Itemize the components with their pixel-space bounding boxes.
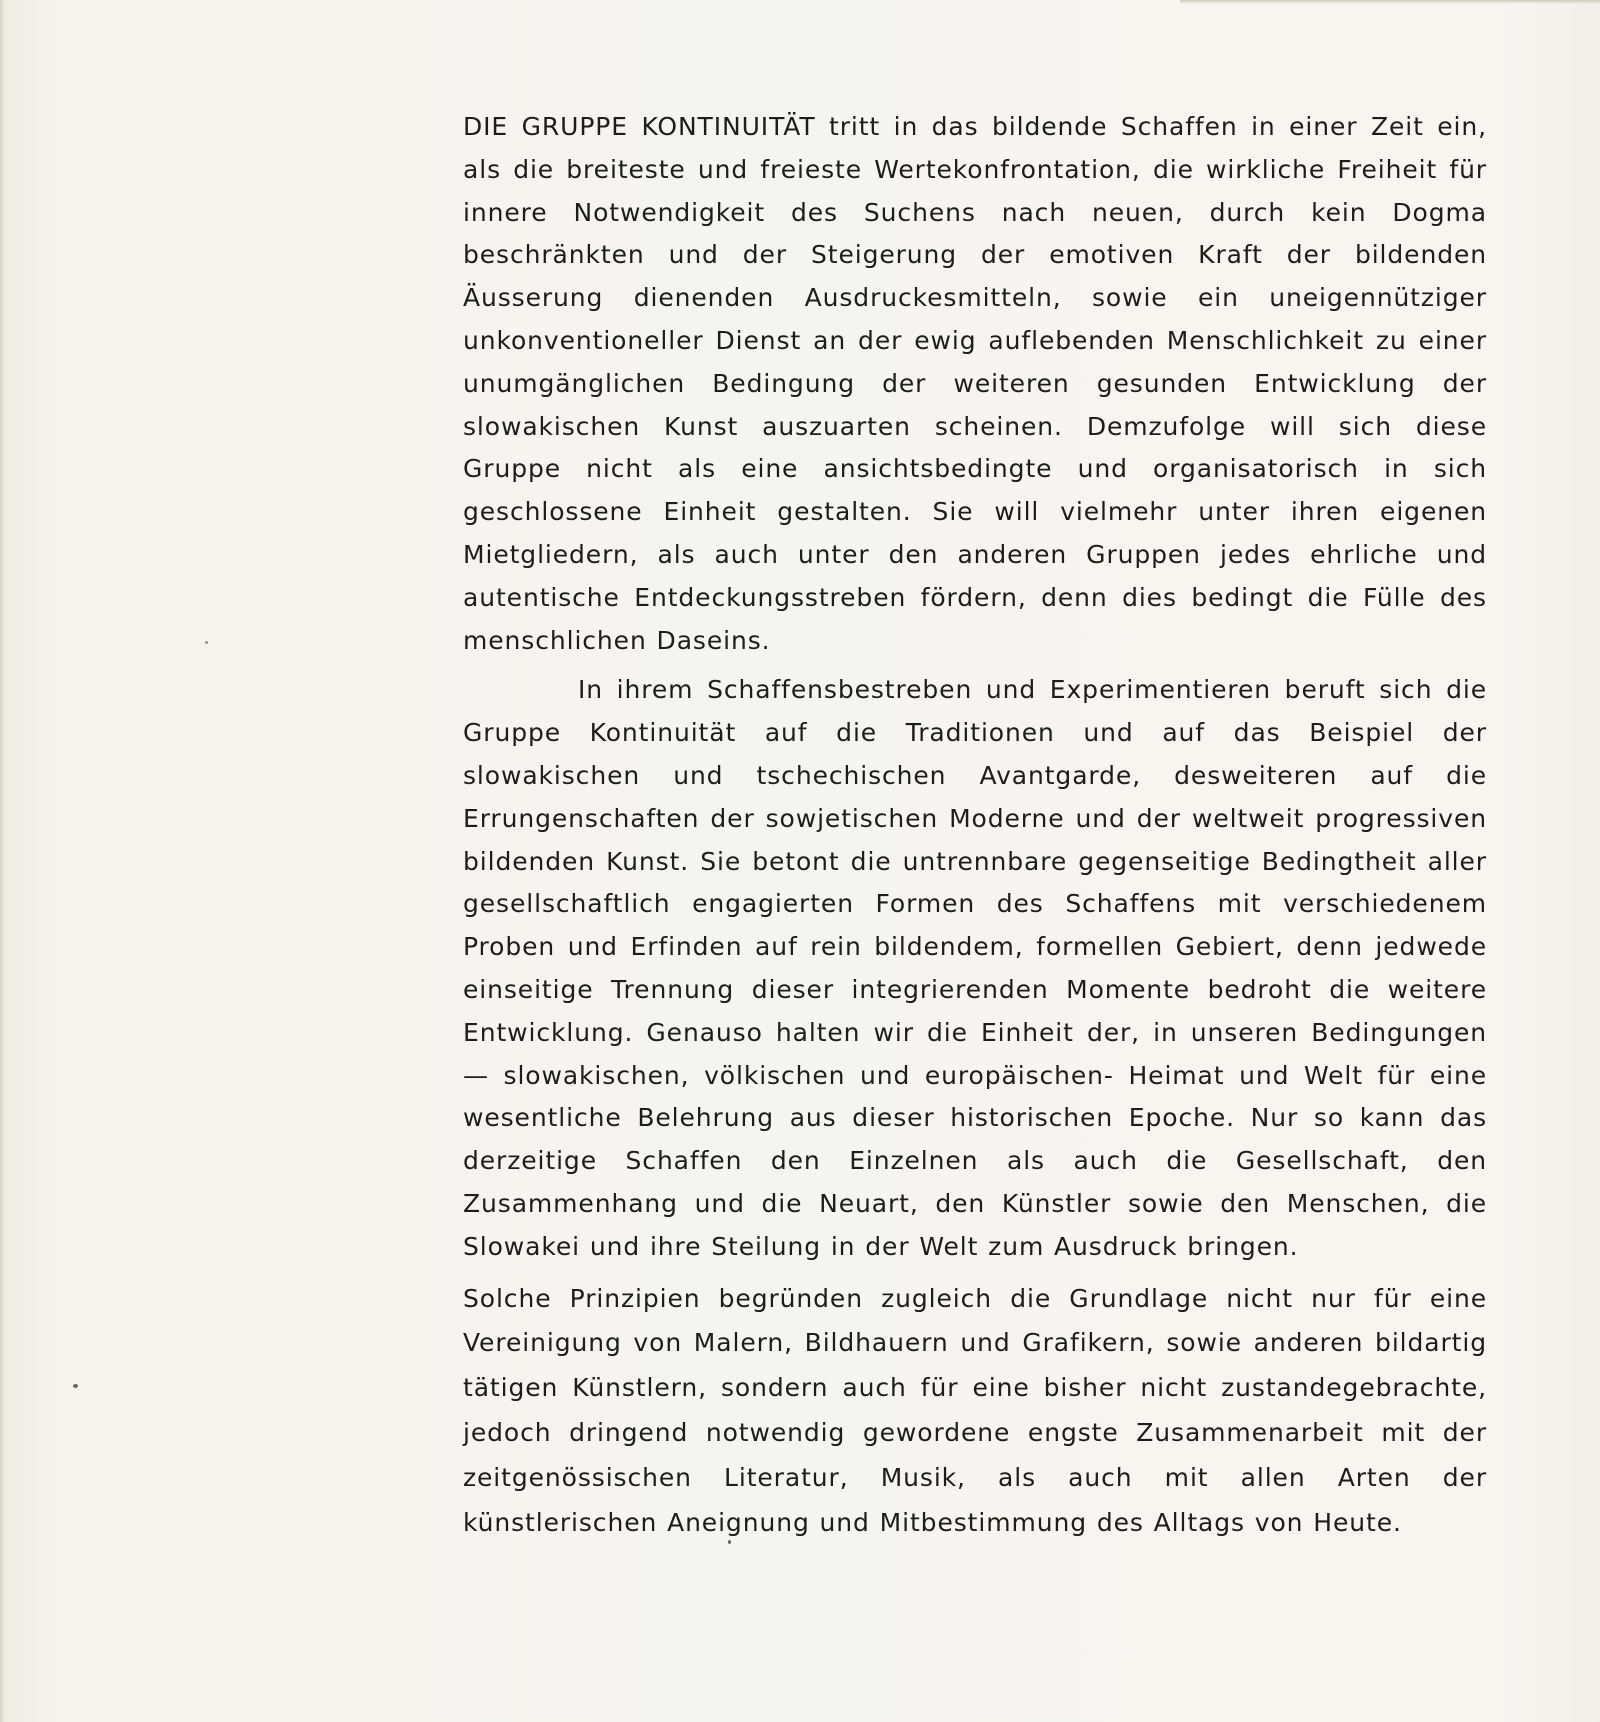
page-left-edge-shadow <box>0 0 5 1722</box>
paper-speck <box>728 1540 731 1544</box>
paragraph-traditions: In ihrem Schaffensbestreben und Experimentieren beruft sich die Gruppe Kontinuität auf die Traditionen und auf das Beispiel der slowakischen und tschechischen Avantgarde, desweiteren auf die Errungenschaften der sowjetischen Moderne und der weltweit progressiven bildenden Kunst. Sie betont die untrennbare gegenseitige Bedingtheit aller gesellschaftlich engagierten Formen des Schaffens mit verschiedenem Proben und Erfinden auf rein bildendem, formellen Gebiert, denn jedwede einseitige Trennung dieser integrierenden Momente bedroht die weitere Entwicklung. Genauso halten wir die Einheit der, in unseren Bedingungen — slowakischen, völkischen und europäischen- Heimat und Welt für eine wesentliche Belehrung aus dieser historischen Epoche. Nur so kann das derzeitige Schaffen den Einzelnen als auch die Gesellschaft, den Zusammenhang und die Neuart, den Künstler sowie den Menschen, die Slowakei und ihre Steilung in der Welt zum Ausdruck bringen. <box>463 675 1487 1261</box>
paper-speck <box>205 641 208 644</box>
page-top-edge-shadow <box>1180 0 1600 4</box>
paragraph-intro: DIE GRUPPE KONTINUITÄT tritt in das bildende Schaffen in einer Zeit ein, als die breiteste und freieste Wertekonfrontation, die wirkliche Freiheit für innere Notwendigkeit des Suchens nach neuen, durch kein Dogma beschränkten und der Steigerung der emotiven Kraft der bildenden Äusserung dienenden Ausdruckesmitteln, sowie ein uneigennütziger unkonventioneller Dienst an der ewig auflebenden Menschlichkeit zu einer unumgänglichen Bedingung der weiteren gesunden Entwicklung der slowakischen Kunst auszuarten scheinen. Demzufolge will sich diese Gruppe nicht als eine ansichtsbedingte und organisatorisch in sich geschlossene Einheit gestalten. Sie will vielmehr unter ihren eigenen Mietgliedern, als auch unter den anderen Gruppen jedes ehrliche und autentische Entdeckungsstreben fördern, denn dies bedingt die Fülle des menschlichen Daseins. <box>463 112 1487 655</box>
body-text <box>463 106 1487 1545</box>
paragraph-principles: Solche Prinzipien begründen zugleich die Grundlage nicht nur für eine Vereinigung von Malern, Bildhauern und Grafikern, sowie anderen bildartig tätigen Künstlern, sondern auch für eine bisher nicht zustandegebrachte, jedoch dringend notwendig gewordene engste Zusammenarbeit mit der zeitgenössischen Literatur, Musik, als auch mit allen Arten der künstlerischen Aneignung und Mitbestimmung des Alltags von Heute. <box>463 1283 1487 1537</box>
paper-speck <box>73 1384 78 1388</box>
